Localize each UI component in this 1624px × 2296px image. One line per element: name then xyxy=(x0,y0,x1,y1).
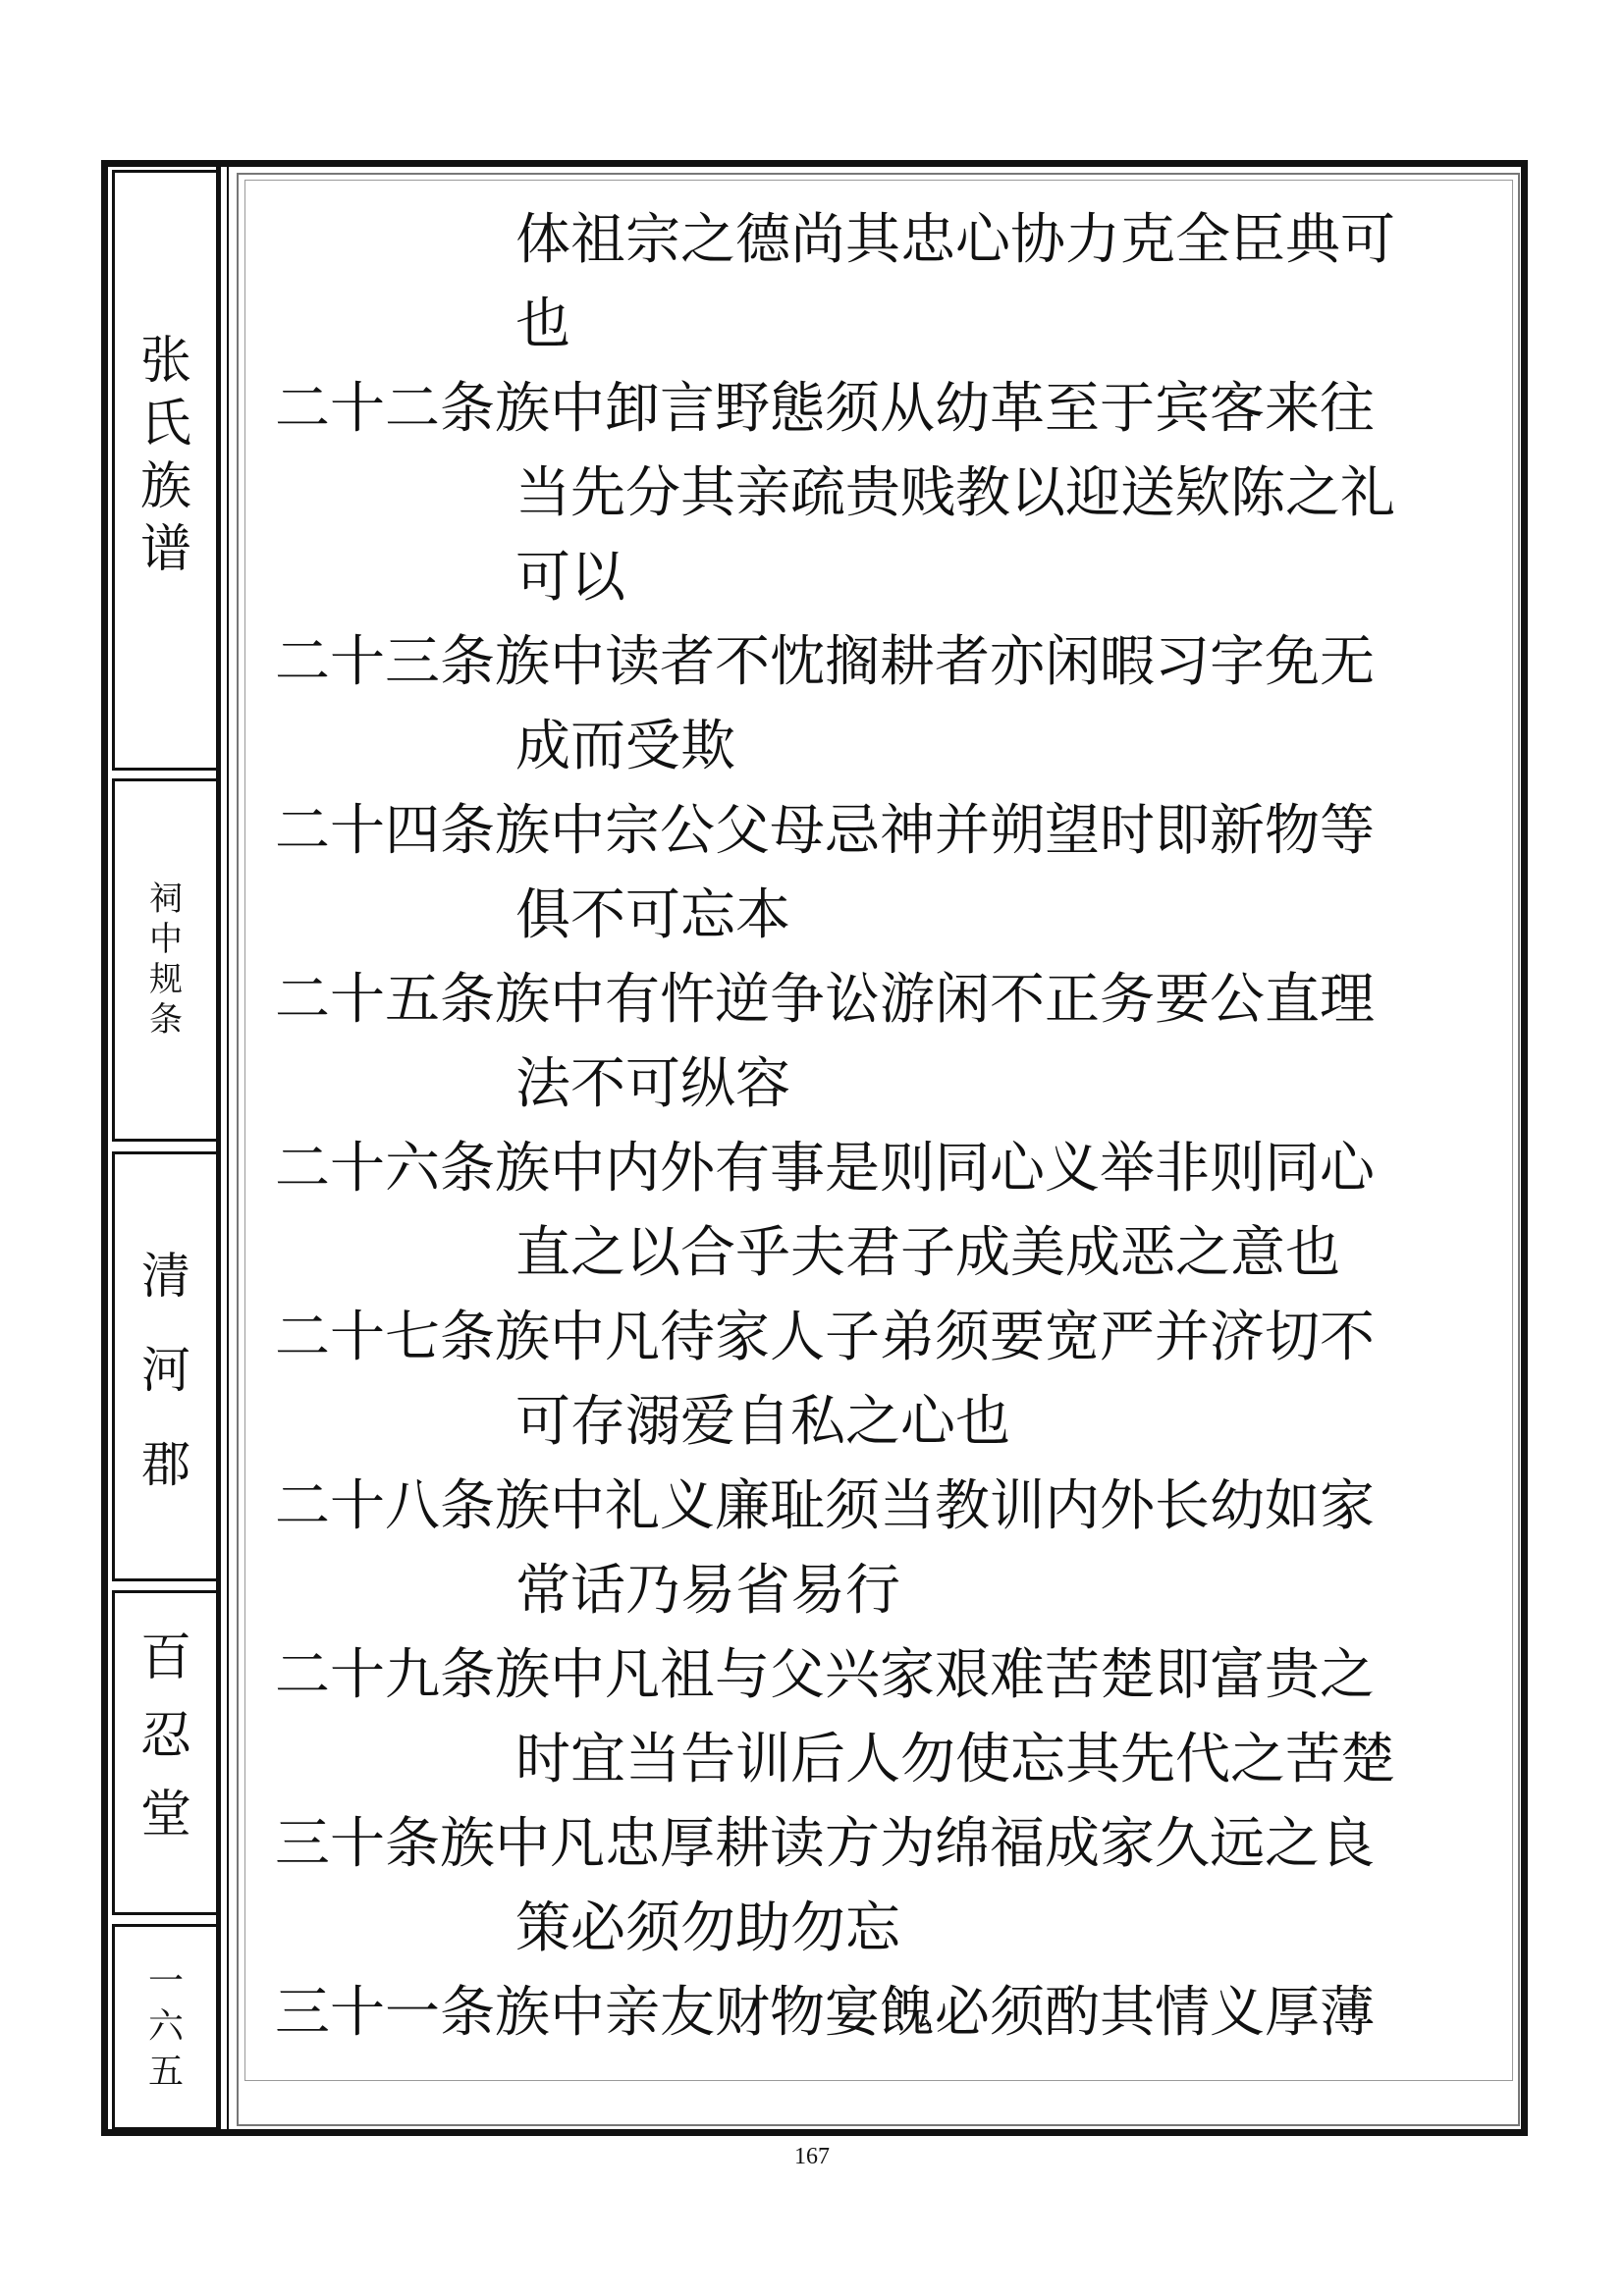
hall-char: 百 xyxy=(139,1629,191,1687)
text-line: 二十九条族中凡祖与父兴家艰难苦楚即富贵之 xyxy=(275,1643,1375,1707)
text-line: 也 xyxy=(515,293,570,356)
text-line: 三十条族中凡忠厚耕读方为绵福成家久远之良 xyxy=(275,1812,1375,1876)
genealogy-title xyxy=(140,330,191,581)
text-line: 俱不可忘本 xyxy=(515,883,790,947)
title-char: 族 xyxy=(139,457,191,516)
text-line: 二十七条族中凡待家人子弟须要宽严并济切不 xyxy=(275,1306,1375,1369)
text-line: 二十三条族中读者不忱搁耕者亦闲暇习字免无 xyxy=(275,630,1375,694)
commandery-char: 河 xyxy=(141,1342,190,1399)
text-line: 二十六条族中内外有事是则同心义举非则同心 xyxy=(275,1137,1375,1201)
sidebar-hall-box xyxy=(112,1590,220,1915)
page-number: 167 xyxy=(794,2144,830,2169)
sidebar-commandery-box xyxy=(112,1151,220,1581)
sidebar-divider-thin xyxy=(227,167,229,2130)
section-char: 祠 xyxy=(149,880,183,919)
sidebar-page-box xyxy=(112,1924,220,2130)
title-char: 谱 xyxy=(139,520,191,579)
text-line: 常话乃易省易行 xyxy=(515,1559,900,1623)
section-title xyxy=(149,880,183,1041)
section-char: 规 xyxy=(149,960,183,999)
text-line: 法不可纵容 xyxy=(515,1052,790,1116)
chinese-page-number xyxy=(148,1959,184,2095)
rules-text xyxy=(275,198,1512,2056)
text-line: 体祖宗之德尚其忠心协力克全臣典可 xyxy=(515,208,1395,272)
hall-name xyxy=(140,1619,191,1854)
section-char: 中 xyxy=(149,920,183,959)
section-char: 条 xyxy=(149,1000,183,1040)
page-char: 六 xyxy=(147,2006,184,2047)
text-line: 直之以合乎夫君子成美成恶之意也 xyxy=(515,1221,1340,1285)
text-line: 成而受欺 xyxy=(515,715,735,778)
text-line: 二十二条族中卸言野態须从幼革至于宾客来往 xyxy=(275,377,1375,441)
commandery-char: 郡 xyxy=(141,1436,190,1493)
text-line: 二十八条族中礼义廉耻须当教训内外长幼如家 xyxy=(275,1474,1375,1538)
page-char: 一 xyxy=(147,1961,184,2002)
hall-char: 堂 xyxy=(139,1786,191,1844)
sidebar-section-box xyxy=(112,778,220,1142)
text-line: 当先分其亲疏贵贱教以迎送欵陈之礼 xyxy=(515,461,1395,525)
commandery-name xyxy=(141,1229,190,1512)
text-line: 三十一条族中亲友财物宴餽必须酌其情义厚薄 xyxy=(275,1981,1375,2045)
text-line: 二十五条族中有忤逆争讼游闲不正务要公直理 xyxy=(275,968,1375,1032)
commandery-char: 清 xyxy=(141,1248,190,1305)
hall-char: 忍 xyxy=(139,1707,191,1766)
page-char: 五 xyxy=(147,2052,184,2092)
text-line: 可以 xyxy=(515,546,625,610)
text-line: 可存溺爱自私之心也 xyxy=(515,1390,1010,1454)
text-line: 时宜当告训后人勿使忘其先代之苦楚 xyxy=(515,1728,1395,1791)
text-line: 策必须勿助勿忘 xyxy=(515,1896,900,1960)
sidebar-title-box xyxy=(112,170,220,771)
title-char: 氏 xyxy=(139,395,191,454)
title-char: 张 xyxy=(139,332,191,391)
text-line: 二十四条族中宗公父母忌神并朔望时即新物等 xyxy=(275,799,1375,863)
